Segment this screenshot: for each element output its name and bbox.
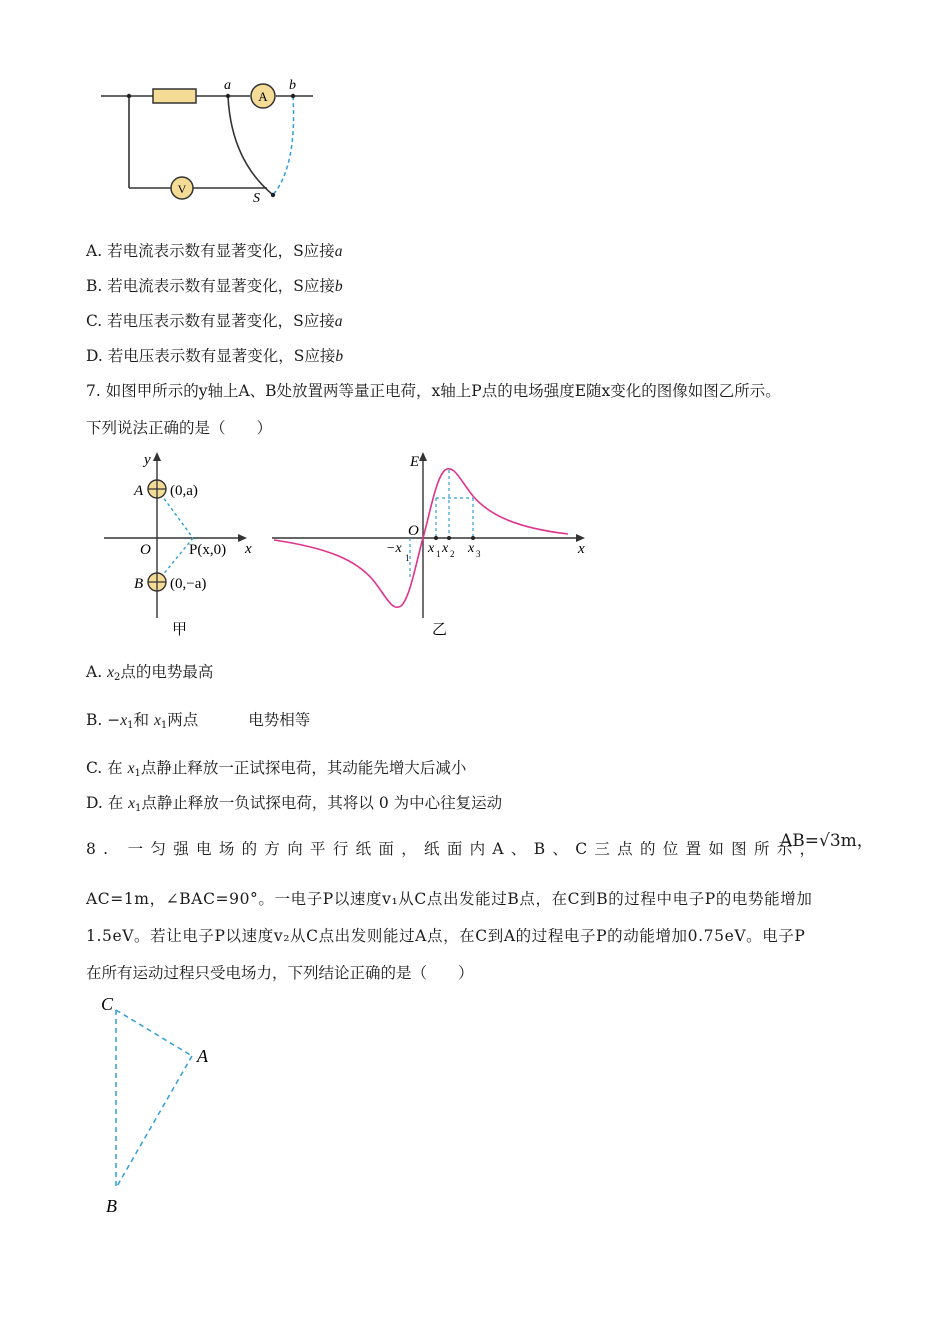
svg-text:x: x: [442, 541, 449, 556]
label-a: a: [224, 78, 231, 93]
label-s: S: [253, 191, 260, 206]
svg-text:P(x,0): P(x,0): [189, 542, 227, 558]
q7-option-d: D. 在 $x_1$点静止释放一负试探电荷，其将以 0 为中心往复运动: [86, 794, 503, 814]
svg-text:x: x: [468, 541, 475, 556]
svg-text:B: B: [134, 576, 144, 592]
svg-text:3: 3: [476, 549, 481, 559]
q7-option-b: B. $-x_1$和 $x_1$两点 电势相等: [86, 711, 311, 731]
svg-text:x: x: [428, 541, 435, 556]
q8-stem-line3: 1.5eV。若让电子P以速度v₂从C点出发则能过A点，在C到A的过程电子P的动能增加0.75eV。电子P: [86, 927, 806, 945]
q7-option-c: C. 在 $x_1$点静止释放一正试探电荷，其动能先增大后减小: [86, 759, 467, 779]
svg-text:x: x: [578, 541, 585, 557]
q8-stem-line2: AC=1m，∠BAC=90°。一电子P以速度v₁从C点出发能过B点，在C到B的过程中电子P的电势能增加: [86, 890, 813, 908]
q7-option-a: A. $x_2$点的电势最高: [86, 663, 214, 683]
q8-ab-value: AB=√3m，: [780, 831, 874, 851]
svg-text:−x: −x: [386, 541, 402, 556]
svg-text:2: 2: [450, 549, 455, 559]
q6-option-c: C. 若电压表示数有显著变化，S应接a: [86, 312, 343, 330]
svg-text:1: 1: [436, 549, 441, 559]
figure-yi: [268, 448, 593, 640]
resistor: [153, 89, 196, 103]
svg-text:V: V: [177, 182, 187, 196]
svg-text:C: C: [101, 994, 114, 1014]
triangle-figure: [98, 992, 228, 1222]
svg-text:A: A: [134, 483, 144, 499]
svg-text:A: A: [197, 1046, 208, 1066]
svg-text:y: y: [144, 452, 151, 468]
svg-text:(0,a): (0,a): [170, 483, 198, 499]
svg-text:O: O: [408, 523, 419, 539]
svg-text:乙: 乙: [432, 622, 448, 638]
svg-text:E: E: [410, 454, 420, 470]
q6-option-a: A. 若电流表示数有显著变化，S应接a: [86, 242, 343, 260]
q8-stem-line1: 8. 一匀强电场的方向平行纸面，纸面内A、B、C三点的位置如图所示，: [86, 840, 823, 858]
charge-b: [148, 573, 166, 591]
svg-text:1: 1: [405, 553, 410, 563]
svg-text:甲: 甲: [172, 622, 188, 638]
q7-stem-line2: 下列说法正确的是（ ）: [86, 419, 273, 437]
svg-text:A: A: [258, 89, 268, 104]
label-b: b: [289, 78, 296, 93]
svg-text:O: O: [140, 542, 151, 558]
q8-stem-line4: 在所有运动过程只受电场力，下列结论正确的是（ ）: [86, 964, 474, 982]
q7-stem-line1: 7. 如图甲所示的y轴上A、B处放置两等量正电荷，x轴上P点的电场强度E随x变化的图像如图乙所示。: [86, 382, 781, 400]
q6-option-d: D. 若电压表示数有显著变化，S应接b: [86, 347, 344, 365]
e-curve-right: [423, 469, 568, 538]
figure-jia: [100, 448, 260, 640]
q6-option-b: B. 若电流表示数有显著变化，S应接b: [86, 277, 343, 295]
charge-a: [148, 480, 166, 498]
svg-text:(0,−a): (0,−a): [170, 576, 207, 592]
circuit-diagram: [95, 74, 325, 209]
svg-text:B: B: [106, 1196, 117, 1216]
svg-text:x: x: [245, 541, 252, 557]
